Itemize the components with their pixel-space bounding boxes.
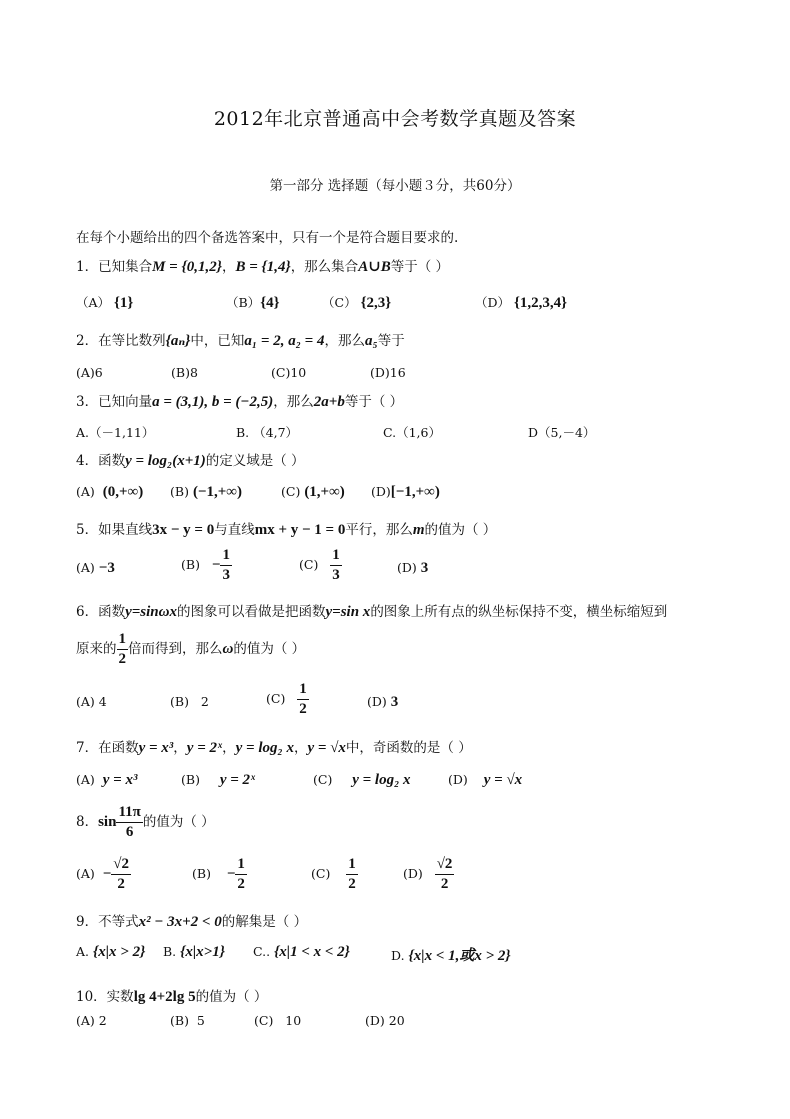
q9-stem: 9．不等式 [76, 914, 139, 930]
q2-math-seq: {aₙ} [165, 333, 191, 349]
option-value: 2 [200, 694, 209, 709]
fraction [297, 682, 309, 717]
document-title: 2012年北京普通高中会考数学真题及答案 [213, 108, 577, 130]
q6-line2-mid: 倍而得到，那么 [128, 641, 223, 657]
option-label: (C) [281, 484, 301, 499]
option-value: (0,+∞) [102, 484, 144, 500]
option-value: (1,+∞) [304, 484, 345, 500]
fraction [346, 857, 358, 892]
fraction-denominator: 3 [222, 567, 230, 583]
option-label: (C) [271, 365, 291, 380]
section-heading: 第一部分 选择题（每小题３分，共60分） [269, 178, 521, 194]
q6-math-func2: y=sin x [325, 604, 371, 620]
q2-math-terms: a₁ = 2, a₂ = 4 [244, 333, 325, 349]
option-value: （1,6） [396, 425, 441, 440]
q10-option-d[interactable] [365, 1013, 405, 1028]
q6-math-func1: y=sinωx [125, 604, 177, 620]
q7-stem: 7．在函数 [76, 740, 139, 756]
q3-option-b[interactable] [236, 423, 298, 441]
option-sign: − [226, 866, 236, 882]
option-label: （B） [226, 295, 261, 310]
q1-stem-mid: ，那么集合 [290, 259, 359, 275]
option-value: 10 [290, 365, 307, 380]
q10-option-a[interactable] [76, 1013, 107, 1028]
q6-line2-start: 原来的 [76, 641, 117, 657]
option-label: (D) [397, 560, 417, 575]
fraction-numerator: 1 [220, 548, 232, 566]
fraction-numerator: 1 [235, 857, 247, 875]
fraction [435, 857, 455, 892]
option-label: (C) [299, 557, 319, 572]
option-label: (A) [76, 694, 95, 709]
q3-option-c[interactable] [383, 423, 441, 441]
q6-math-omega: ω [222, 641, 234, 657]
q1-math-union: A∪B [358, 259, 391, 275]
q8-option-b[interactable] [192, 857, 247, 892]
q1-math-set-m: M = {0,1,2} [152, 259, 222, 275]
instruction-text: 在每个小题给出的四个备选答案中，只有一个是符合题目要求的. [76, 230, 459, 246]
option-label: (D) [365, 1013, 385, 1028]
q2-option-c[interactable] [271, 365, 306, 380]
fraction-denominator: 2 [348, 876, 356, 892]
q2-stem: 2．在等比数列 [76, 333, 166, 349]
q10-math-expr: lg 4+2lg 5 [133, 989, 196, 1005]
option-label: B. [236, 425, 250, 440]
fraction-denominator: 3 [332, 567, 340, 583]
q3-option-d[interactable] [528, 423, 595, 441]
option-label: (B) [181, 557, 200, 572]
option-sign: − [211, 557, 221, 573]
q8-stem: 8． [76, 814, 99, 830]
q9-option-a[interactable] [76, 944, 145, 961]
option-value: （－1,11） [89, 425, 155, 440]
question-6-line2 [76, 632, 305, 667]
q6-stem: 6．函数 [76, 604, 126, 620]
fraction [117, 632, 129, 667]
q8-math-sin: sin [98, 814, 117, 830]
q9-option-c[interactable] [253, 944, 350, 961]
option-label: (A) [76, 560, 95, 575]
option-value: 10 [285, 1013, 302, 1028]
question-8 [76, 805, 215, 840]
q4-option-b[interactable] [170, 484, 242, 501]
q2-math-a5: a₅ [364, 333, 378, 349]
q5-stem: 5．如果直线 [76, 522, 153, 538]
option-value: 6 [94, 365, 103, 380]
q3-stem-end: 等于（ ） [344, 394, 404, 410]
question-4 [76, 449, 305, 470]
option-label: (B) [181, 772, 200, 787]
q2-stem-mid: 中，已知 [190, 333, 245, 349]
q4-option-a[interactable] [76, 484, 143, 501]
q1-option-a[interactable] [76, 293, 133, 312]
option-value: y = 2ˣ [219, 772, 256, 788]
q3-math-vectors: a = (3,1), b = (−2,5) [152, 394, 274, 410]
question-10 [76, 985, 267, 1006]
option-label: (C) [254, 1013, 274, 1028]
option-label: (A) [76, 484, 95, 499]
q1-math-set-b: B = {1,4} [235, 259, 291, 275]
option-value: {x|1 < x < 2} [274, 944, 350, 960]
q6-option-a[interactable] [76, 694, 107, 709]
option-label: （D） [475, 295, 511, 310]
q1-option-d[interactable] [475, 293, 567, 312]
option-sign: − [102, 866, 112, 882]
q10-stem-end: 的值为（ ） [195, 989, 268, 1005]
q1-option-c[interactable] [322, 293, 391, 312]
fraction [330, 548, 342, 583]
option-label: (B) [170, 694, 189, 709]
option-label: (A) [76, 772, 95, 787]
q4-stem: 4．函数 [76, 453, 126, 469]
fraction [235, 857, 247, 892]
q10-option-b[interactable] [170, 1013, 205, 1028]
fraction [111, 857, 131, 892]
q7-option-d[interactable] [448, 772, 522, 789]
q1-option-b[interactable] [226, 293, 280, 312]
q7-sep: ， [222, 740, 236, 756]
option-label: (A) [76, 1013, 95, 1028]
fraction-denominator: 2 [117, 876, 125, 892]
q7-math-f2: y = 2ˣ [186, 740, 223, 756]
option-label: C.. [253, 944, 271, 959]
option-value: 3 [420, 560, 429, 576]
fraction-numerator: √2 [435, 857, 455, 875]
option-label: (B) [171, 365, 190, 380]
q5-math-line1: 3x − y = 0 [152, 522, 215, 538]
option-label: (D) [448, 772, 468, 787]
q4-stem-end: 的定义域是（ ） [205, 453, 305, 469]
option-value: {x|x < 1,或x > 2} [408, 948, 511, 964]
q7-option-a[interactable] [76, 772, 137, 789]
q7-math-f3: y = log₂ x [235, 740, 294, 756]
q9-option-b[interactable] [163, 944, 225, 961]
q7-option-c[interactable] [313, 772, 411, 789]
q8-option-a[interactable] [76, 857, 131, 892]
option-value: {x|x > 2} [93, 944, 146, 960]
q8-stem-end: 的值为（ ） [142, 814, 215, 830]
q6-stem-mid2: 的图象上所有点的纵坐标保持不变，横坐标缩短到 [370, 604, 668, 620]
q9-stem-end: 的解集是（ ） [221, 914, 308, 930]
q2-option-b[interactable] [171, 365, 198, 380]
option-label: (C) [311, 866, 331, 881]
question-3 [76, 390, 403, 411]
q2-stem-mid2: ，那么 [324, 333, 365, 349]
fraction-numerator: 11π [116, 805, 142, 823]
option-label: A. [76, 944, 90, 959]
fraction-denominator: 6 [125, 824, 134, 840]
option-value: {2,3} [360, 295, 392, 311]
option-value: （4,7） [253, 425, 299, 440]
option-label: A. [76, 425, 90, 440]
option-label: (D) [370, 365, 390, 380]
q5-option-b[interactable] [181, 548, 232, 583]
q6-option-b[interactable] [170, 694, 209, 709]
q5-stem-mid2: 平行，那么 [345, 522, 413, 538]
option-value: {x|x>1} [180, 944, 225, 960]
option-value: 5 [196, 1013, 205, 1028]
q7-option-b[interactable] [181, 772, 255, 789]
option-value: 3 [390, 694, 399, 710]
q5-option-d[interactable] [397, 560, 428, 577]
q10-stem: 10．实数 [76, 989, 134, 1005]
q5-stem-mid: 与直线 [214, 522, 255, 538]
q8-option-c[interactable] [311, 857, 358, 892]
q9-option-d[interactable] [391, 944, 511, 965]
option-value: y = log₂ x [352, 772, 411, 788]
question-1 [76, 255, 449, 276]
q6-line2-end: 的值为（ ） [233, 641, 306, 657]
q3-math-expr: 2a+b [313, 394, 345, 410]
option-label: (A) [76, 365, 95, 380]
fraction-denominator: 2 [237, 876, 245, 892]
q8-option-d[interactable] [403, 857, 454, 892]
option-label: D [528, 425, 539, 440]
option-value: {1} [114, 295, 134, 311]
q3-stem-mid: ，那么 [273, 394, 314, 410]
q4-option-d[interactable] [371, 484, 440, 501]
option-value: [−1,+∞) [390, 484, 440, 500]
q7-stem-end: 中，奇函数的是（ ） [345, 740, 472, 756]
option-label: B. [163, 944, 177, 959]
question-5 [76, 518, 496, 539]
fraction-numerator: 1 [330, 548, 342, 566]
q6-option-d[interactable] [367, 694, 398, 711]
option-value: y = √x [483, 772, 523, 788]
option-label: （A） [76, 295, 111, 310]
q3-option-a[interactable] [76, 423, 154, 441]
q10-option-c[interactable] [254, 1013, 301, 1028]
fraction [116, 805, 142, 840]
q2-option-d[interactable] [370, 365, 406, 380]
option-value: −3 [98, 560, 115, 576]
q3-stem: 3．已知向量 [76, 394, 153, 410]
fraction-numerator: 1 [346, 857, 358, 875]
q1-stem-end: 等于（ ） [390, 259, 450, 275]
option-label: (B) [170, 484, 189, 499]
q5-math-line2: mx + y − 1 = 0 [254, 522, 346, 538]
q7-math-f1: y = x³ [138, 740, 174, 756]
option-value: (−1,+∞) [192, 484, 242, 500]
q7-sep: ， [173, 740, 187, 756]
question-9 [76, 910, 307, 931]
q5-stem-end: 的值为（ ） [424, 522, 497, 538]
option-value: 2 [98, 1013, 107, 1028]
option-label: (A) [76, 866, 95, 881]
fraction-denominator: 2 [440, 876, 449, 892]
q1-stem: 1．已知集合 [76, 259, 153, 275]
q2-option-a[interactable] [76, 365, 103, 380]
option-label: （C） [322, 295, 357, 310]
option-value: 4 [98, 694, 107, 709]
question-7 [76, 736, 472, 757]
option-label: C. [383, 425, 397, 440]
option-label: (D) [403, 866, 423, 881]
question-2 [76, 329, 405, 350]
option-value: {1,2,3,4} [514, 295, 568, 311]
option-value: {4} [260, 295, 280, 311]
option-label: (D) [367, 694, 387, 709]
q7-sep: ， [293, 740, 308, 756]
option-label: (B) [192, 866, 211, 881]
option-value: y = x³ [102, 772, 138, 788]
option-value: （5,－4） [538, 425, 596, 440]
fraction [220, 548, 232, 583]
q1-sep: ， [221, 259, 236, 275]
option-label: (C) [313, 772, 333, 787]
option-value: 8 [189, 365, 198, 380]
option-label: (B) [170, 1013, 189, 1028]
q7-math-f4: y = √x [307, 740, 346, 756]
option-label: (D) [371, 484, 391, 499]
q4-option-c[interactable] [281, 484, 345, 501]
fraction-numerator: √2 [111, 857, 131, 875]
fraction-numerator: 1 [297, 682, 309, 700]
q5-option-a[interactable] [76, 560, 115, 577]
option-value: 16 [389, 365, 406, 380]
q5-option-c[interactable] [299, 548, 342, 583]
question-6 [76, 600, 667, 621]
q6-stem-mid: 的图象可以看做是把函数 [177, 604, 326, 620]
fraction-denominator: 2 [118, 651, 126, 667]
option-label: (C) [266, 691, 286, 706]
option-label: D. [391, 948, 405, 963]
fraction-numerator: 1 [117, 632, 129, 650]
q4-math-func: y = log₂(x+1) [125, 453, 206, 469]
fraction-denominator: 2 [299, 701, 307, 717]
q9-math-ineq: x² − 3x+2 < 0 [138, 914, 222, 930]
option-value: 20 [388, 1013, 405, 1028]
q5-math-m: m [412, 522, 425, 538]
q2-stem-end: 等于 [377, 333, 405, 349]
q6-option-c[interactable] [266, 682, 309, 717]
